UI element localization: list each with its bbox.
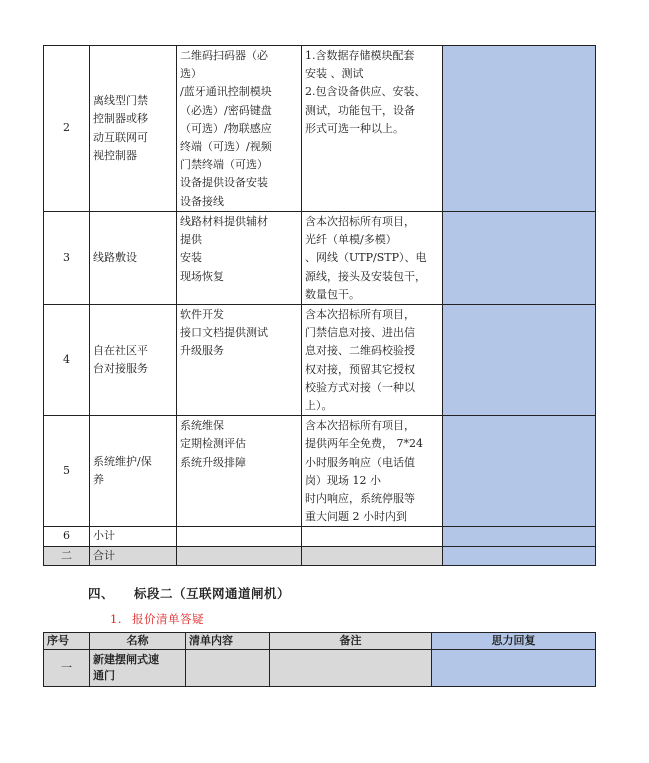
reply-cell [443, 305, 596, 416]
item-name: 自在社区平 台对接服务 [90, 305, 177, 416]
row-number: 3 [44, 212, 90, 305]
header-reply: 思力回复 [432, 633, 596, 650]
table-row [44, 416, 596, 527]
item-content: 线路材料提供辅材 提供 安装 现场恢复 [177, 212, 302, 305]
reply-cell [443, 527, 596, 546]
row-number: 6 [44, 527, 90, 546]
reply-cell [443, 546, 596, 565]
item-remark: 含本次招标所有项目， 光纤（单模/多模） 、网线（UTP/STP）、电 源线，接头及安装包干， 数量包干。 [302, 212, 443, 305]
subtotal-row [44, 527, 596, 546]
subsection-title: 报价清单答疑 [132, 612, 204, 626]
row-number: 二 [44, 546, 90, 565]
table-row [44, 650, 596, 687]
table-row [44, 46, 596, 212]
item-name: 线路敷设 [90, 212, 177, 305]
header-remark: 备注 [270, 633, 432, 650]
total-label: 合计 [90, 546, 177, 565]
row-number: 4 [44, 305, 90, 416]
item-remark [270, 650, 432, 687]
row-number: 一 [44, 650, 90, 687]
reply-cell [443, 212, 596, 305]
quote-table [43, 45, 596, 566]
subtotal-label: 小计 [90, 527, 177, 546]
empty-cell [177, 546, 302, 565]
item-remark: 含本次招标所有项目， 提供两年全免费， 7*24 小时服务响应（电话值 岗）现场 12 小 时内响应，系统停服等 重大问题 2 小时内到 [302, 416, 443, 527]
item-remark: 含本次招标所有项目， 门禁信息对接、进出信 息对接、二维码校验授 权对接，预留其它授权 校验方式对接（一种以 上）。 [302, 305, 443, 416]
header-name: 名称 [90, 633, 186, 650]
header-no: 序号 [44, 633, 90, 650]
lot2-table [43, 632, 596, 687]
item-name: 系统维护/保 养 [90, 416, 177, 527]
table-row [44, 212, 596, 305]
section-title: 标段二（互联网通道闸机） [134, 586, 291, 601]
item-content: 软件开发 接口文档提供测试 升级服务 [177, 305, 302, 416]
subsection-heading [110, 611, 204, 627]
item-content: 系统维保 定期检测评估 系统升级排障 [177, 416, 302, 527]
section-number: 四、 [88, 586, 115, 601]
section-heading [88, 584, 290, 602]
subsection-number: 1. [110, 612, 122, 626]
empty-cell [302, 527, 443, 546]
header-row [44, 633, 596, 650]
empty-cell [302, 546, 443, 565]
reply-cell [432, 650, 596, 687]
item-content [186, 650, 270, 687]
reply-cell [443, 46, 596, 212]
item-remark: 1.含数据存储模块配套 安装 、测试 2.包含设备供应、安装、 测试，功能包干，设备 形式可选一种以上。 [302, 46, 443, 212]
total-row [44, 546, 596, 565]
reply-cell [443, 416, 596, 527]
table-row [44, 305, 596, 416]
header-content: 清单内容 [186, 633, 270, 650]
item-content: 二维码扫码器（必 选） /蓝牙通讯控制模块 （必选）/密码键盘 （可选）/物联感应 终端（可选）/视频 门禁终端（可选） 设备提供设备安装 设备接线 [177, 46, 302, 212]
empty-cell [177, 527, 302, 546]
item-name: 新建摆闸式速 通门 [90, 650, 186, 687]
row-number: 5 [44, 416, 90, 527]
item-name: 离线型门禁 控制器或移 动互联网可 视控制器 [90, 46, 177, 212]
row-number: 2 [44, 46, 90, 212]
